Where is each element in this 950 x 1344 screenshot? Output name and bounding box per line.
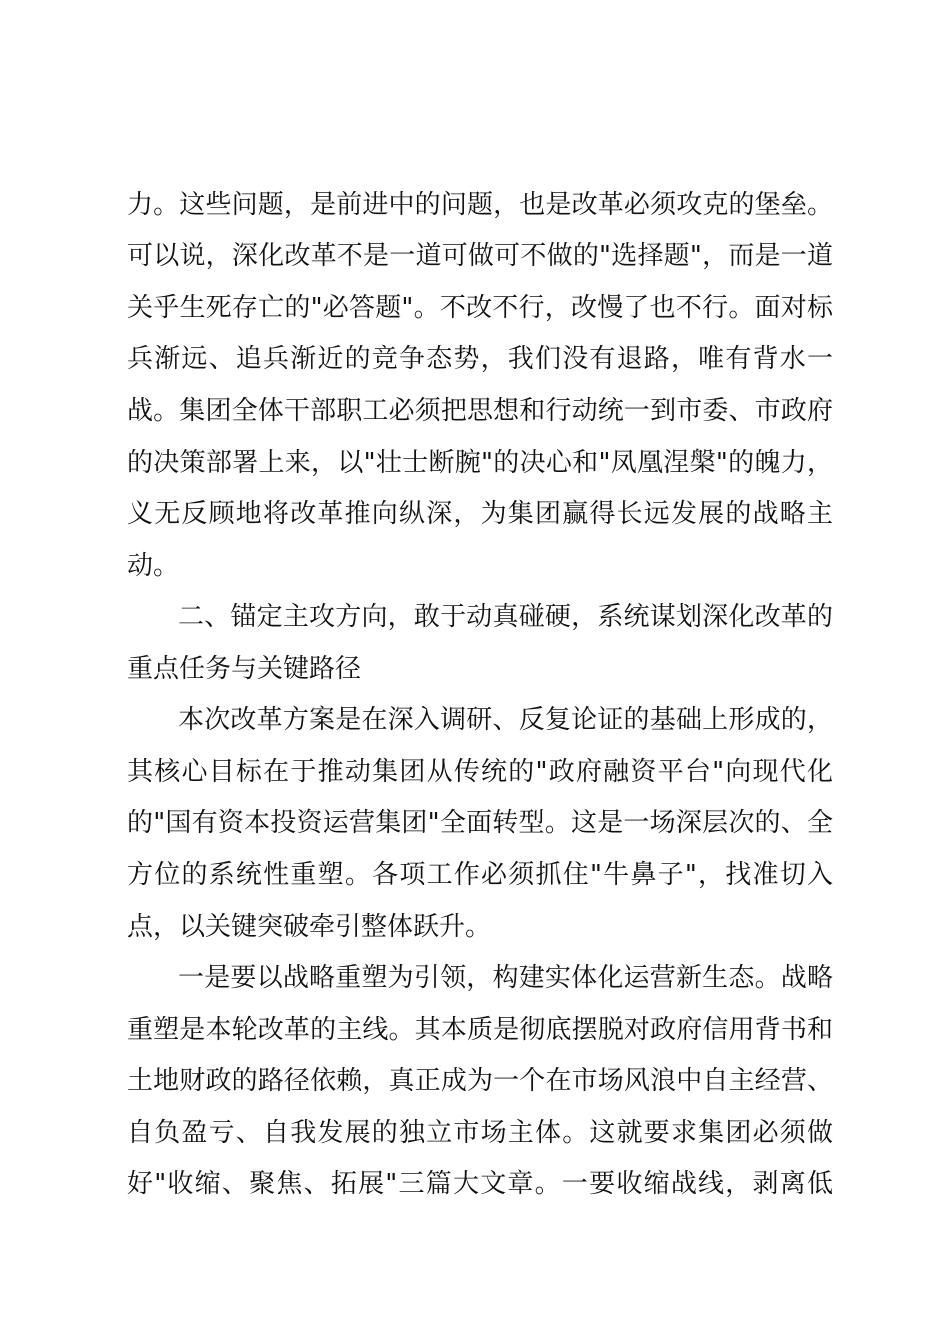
text-line: 的"国有资本投资运营集团"全面转型。这是一场深层次的、全: [127, 808, 833, 838]
text-line: 兵渐远、追兵渐近的竞争态势，我们没有退路，唯有背水一: [127, 344, 833, 374]
text-line: 自负盈亏、自我发展的独立市场主体。这就要求集团必须做: [127, 1118, 833, 1148]
text-line: 本次改革方案是在深入调研、反复论证的基础上形成的，: [178, 705, 833, 735]
text-line: 战。集团全体干部职工必须把思想和行动统一到市委、市政府: [127, 396, 833, 426]
text-line: 方位的系统性重塑。各项工作必须抓住"牛鼻子"，找准切入: [127, 860, 833, 890]
text-line: 的决策部署上来，以"壮士断腕"的决心和"凤凰涅槃"的魄力，: [127, 448, 833, 478]
text-line: 力。这些问题，是前进中的问题，也是改革必须攻克的堡垒。: [127, 190, 833, 220]
text-line: 可以说，深化改革不是一道可做可不做的"选择题"，而是一道: [127, 241, 833, 271]
text-line: 其核心目标在于推动集团从传统的"政府融资平台"向现代化: [127, 757, 833, 787]
text-line: 关乎生死存亡的"必答题"。不改不行，改慢了也不行。面对标: [127, 293, 833, 323]
text-line: 义无反顾地将改革推向纵深，为集团赢得长远发展的战略主: [127, 499, 833, 529]
text-line: 点，以关键突破牵引整体跃升。: [127, 912, 492, 942]
text-line: 重塑是本轮改革的主线。其本质是彻底摆脱对政府信用背书和: [127, 1015, 833, 1045]
section-heading: 重点任务与关键路径: [127, 654, 362, 684]
section-heading: 二、锚定主攻方向，敢于动真碰硬，系统谋划深化改革的: [178, 602, 833, 632]
text-line: 动。: [127, 551, 180, 581]
text-line: 好"收缩、聚焦、拓展"三篇大文章。一要收缩战线，剥离低: [127, 1169, 833, 1199]
text-line: 土地财政的路径依赖，真正成为一个在市场风浪中自主经营、: [127, 1066, 833, 1096]
text-line: 一是要以战略重塑为引领，构建实体化运营新生态。战略: [178, 963, 833, 993]
